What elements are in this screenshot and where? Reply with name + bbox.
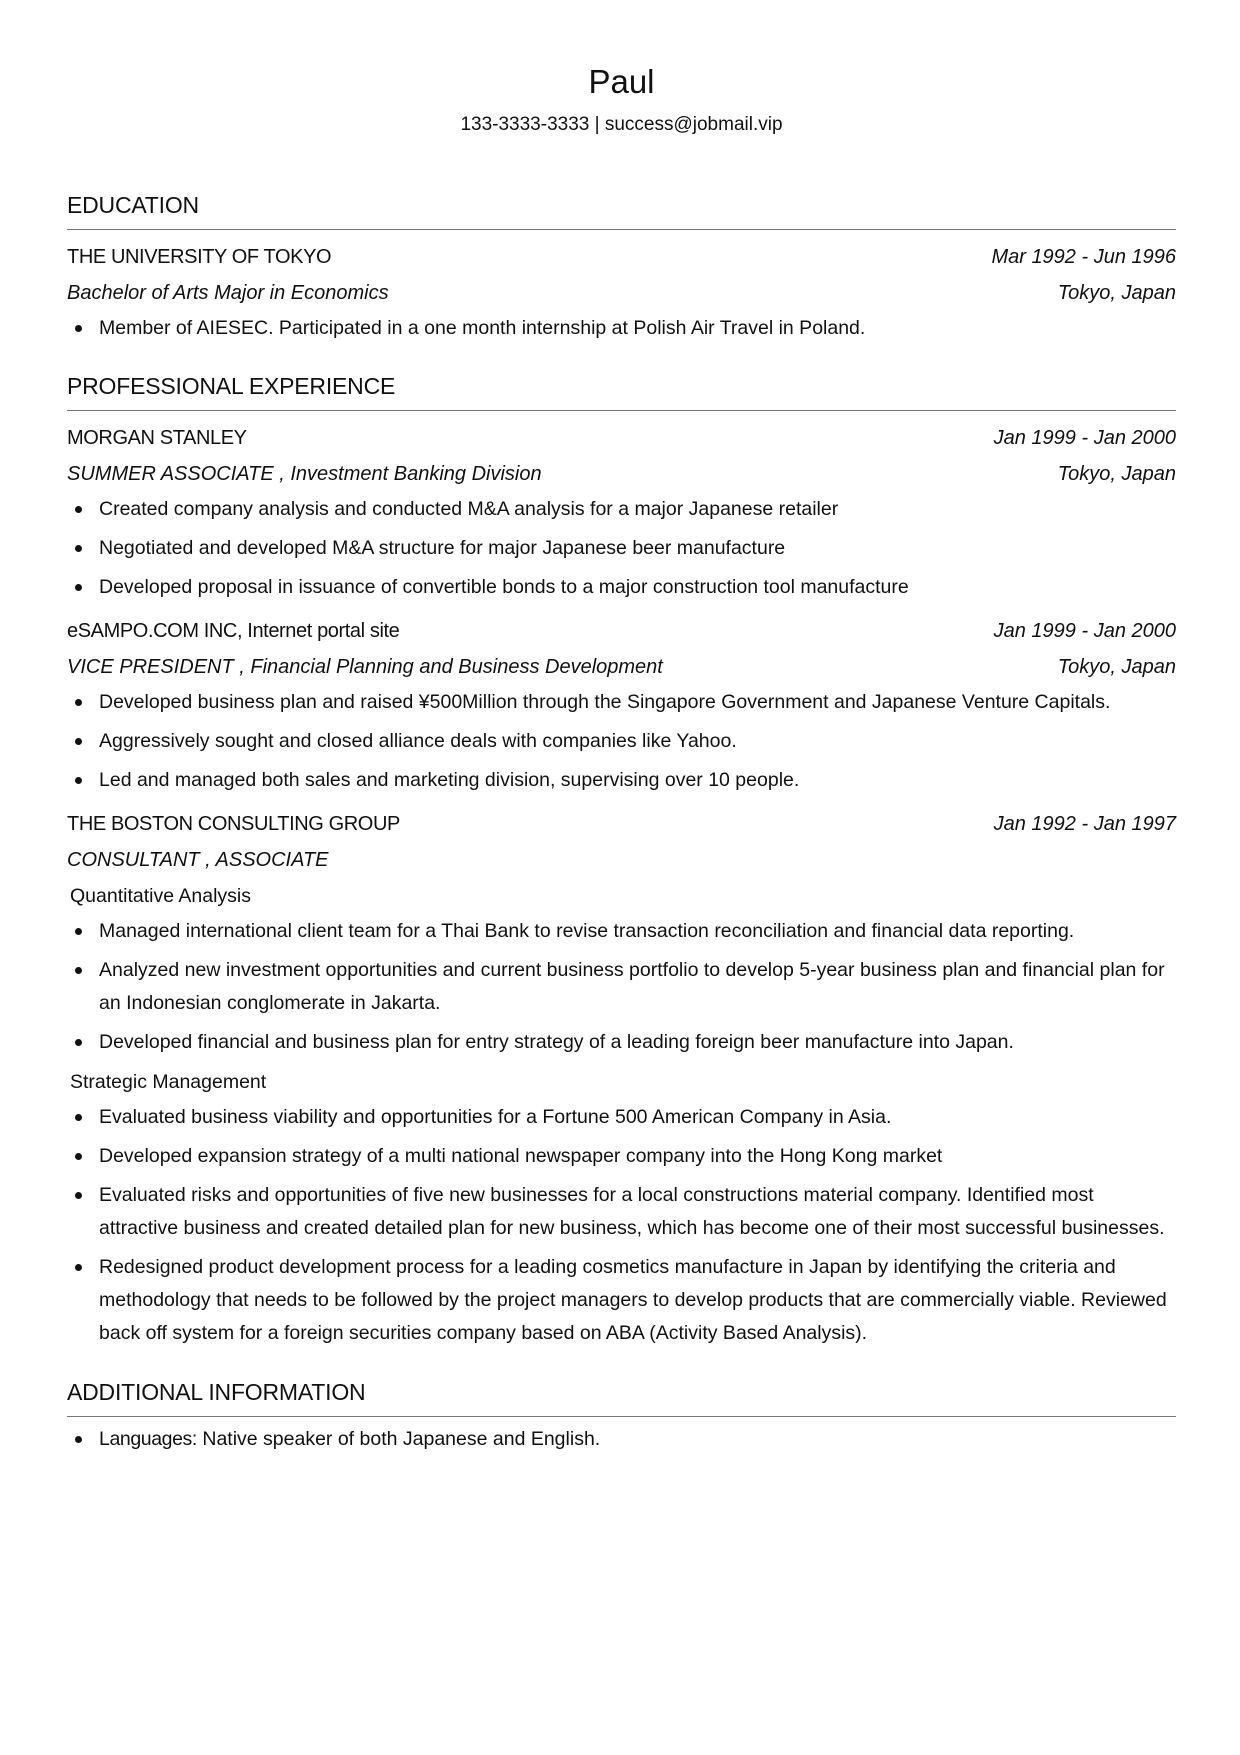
bullet-list — [67, 1101, 1176, 1350]
location: Tokyo, Japan — [1057, 656, 1176, 678]
entry-subheader — [67, 461, 1176, 487]
item-text: Native speaker of both Japanese and English. — [196, 1428, 601, 1450]
bullet-list — [67, 493, 1176, 604]
list-item: Developed business plan and raised ¥500Million through the Singapore Government and Japanese Venture Capitals. — [67, 686, 1176, 719]
date-range: Jan 1999 - Jan 2000 — [993, 427, 1176, 449]
org-name: THE UNIVERSITY OF TOKYO — [67, 246, 332, 268]
entry-header — [67, 244, 1176, 270]
bullet-list — [67, 915, 1176, 1059]
experience-title: PROFESSIONAL EXPERIENCE — [67, 371, 1176, 411]
entry-header — [67, 811, 1176, 837]
group-heading: Quantitative Analysis — [70, 885, 252, 907]
org-name: eSAMPO.COM INC, Internet portal site — [67, 620, 400, 642]
list-item: Developed proposal in issuance of convertible bonds to a major construction tool manufacture — [67, 571, 1176, 604]
list-item: Created company analysis and conducted M&A analysis for a major Japanese retailer — [67, 493, 1176, 526]
list-item: Managed international client team for a Thai Bank to revise transaction reconciliation and financial data reporting. — [67, 915, 1176, 948]
education-entry — [67, 244, 1176, 345]
item-label: Languages: — [99, 1428, 197, 1450]
list-item: Evaluated business viability and opportunities for a Fortune 500 American Company in Asia. — [67, 1101, 1176, 1134]
group-heading: Strategic Management — [70, 1071, 267, 1093]
entry-header — [67, 425, 1176, 451]
entry-subheader — [67, 654, 1176, 680]
experience-entry — [67, 618, 1176, 797]
additional-title: ADDITIONAL INFORMATION — [67, 1377, 1176, 1417]
job-title: SUMMER ASSOCIATE , Investment Banking Division — [67, 463, 542, 485]
date-range: Jan 1999 - Jan 2000 — [993, 620, 1176, 642]
job-title: VICE PRESIDENT , Financial Planning and Business Development — [67, 656, 663, 678]
org-name: MORGAN STANLEY — [67, 427, 247, 449]
list-item: Redesigned product development process for a leading cosmetics manufacture in Japan by identifying the criteria and methodology that needs to be followed by the project managers to develop products that are commercially viable. Reviewed back off system for a foreign securities company based on ABA (Activity Based Analysis). — [67, 1251, 1176, 1350]
entry-subheader — [67, 847, 1176, 873]
list-item: Negotiated and developed M&A structure for major Japanese beer manufacture — [67, 532, 1176, 565]
bullet-list — [67, 1423, 1176, 1456]
experience-entry — [67, 811, 1176, 1350]
bullet-list — [67, 686, 1176, 797]
bullet-list — [67, 312, 1176, 345]
list-item: Developed financial and business plan for entry strategy of a leading foreign beer manufacture into Japan. — [67, 1026, 1176, 1059]
candidate-name: Paul — [588, 63, 655, 100]
date-range: Mar 1992 - Jun 1996 — [991, 246, 1176, 268]
contact-line: 133-3333-3333 | success@jobmail.vip — [460, 114, 783, 135]
list-item: Developed expansion strategy of a multi national newspaper company into the Hong Kong market — [67, 1140, 1176, 1173]
entry-header — [67, 618, 1176, 644]
location: Tokyo, Japan — [1057, 282, 1176, 304]
additional-section — [67, 1377, 1176, 1456]
list-item — [67, 1423, 1176, 1456]
list-item: Aggressively sought and closed alliance deals with companies like Yahoo. — [67, 725, 1176, 758]
entry-subheader — [67, 280, 1176, 306]
list-item: Member of AIESEC. Participated in a one month internship at Polish Air Travel in Poland. — [67, 312, 1176, 345]
degree: Bachelor of Arts Major in Economics — [67, 282, 389, 304]
job-title: CONSULTANT , ASSOCIATE — [67, 849, 329, 871]
list-item: Led and managed both sales and marketing division, supervising over 10 people. — [67, 764, 1176, 797]
org-name: THE BOSTON CONSULTING GROUP — [67, 813, 400, 835]
date-range: Jan 1992 - Jan 1997 — [993, 813, 1176, 835]
education-section — [67, 190, 1176, 345]
experience-entry — [67, 425, 1176, 604]
education-title: EDUCATION — [67, 190, 1176, 230]
list-item: Evaluated risks and opportunities of five new businesses for a local constructions material company. Identified most attractive business and created detailed plan for new business, which has become one of their most successful businesses. — [67, 1179, 1176, 1245]
location: Tokyo, Japan — [1057, 463, 1176, 485]
list-item: Analyzed new investment opportunities and current business portfolio to develop 5-year business plan and financial plan for an Indonesian conglomerate in Jakarta. — [67, 954, 1176, 1020]
experience-section — [67, 371, 1176, 1350]
